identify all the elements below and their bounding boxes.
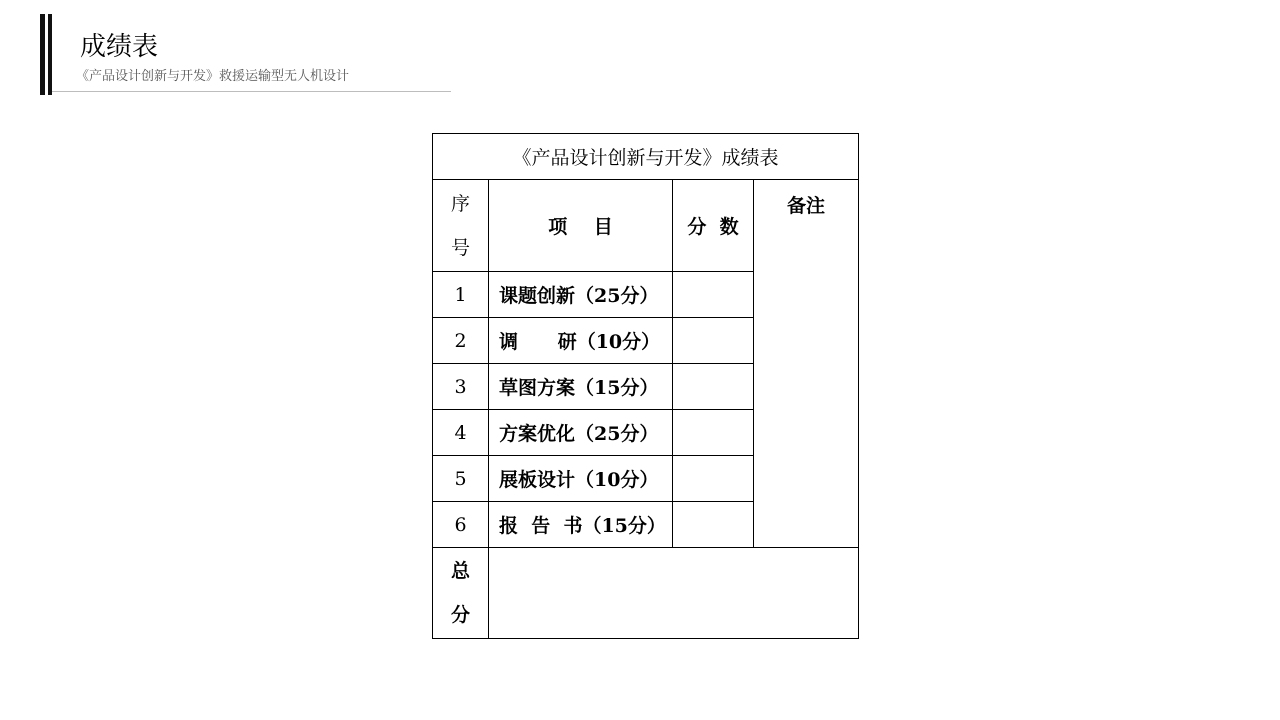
row-score-cell[interactable] — [673, 502, 754, 548]
column-header-no-line1: 序 — [450, 192, 470, 215]
row-number: 1 — [433, 272, 489, 318]
table-caption: 《产品设计创新与开发》成绩表 — [433, 134, 859, 180]
row-item: 课题创新（25分） — [489, 272, 673, 318]
row-number: 6 — [433, 502, 489, 548]
row-number: 2 — [433, 318, 489, 364]
row-item: 报 告 书（15分） — [489, 502, 673, 548]
title-accent-bar — [40, 14, 45, 95]
column-header-item: 项 目 — [489, 180, 673, 272]
table-header-row — [433, 180, 859, 272]
row-number: 3 — [433, 364, 489, 410]
column-header-no — [433, 180, 489, 272]
row-number: 4 — [433, 410, 489, 456]
row-item: 展板设计（10分） — [489, 456, 673, 502]
row-item: 方案优化（25分） — [489, 410, 673, 456]
page-subtitle: 《产品设计创新与开发》救援运输型无人机设计 — [76, 69, 350, 84]
row-score-cell[interactable] — [673, 318, 754, 364]
row-score-cell[interactable] — [673, 410, 754, 456]
column-header-no-line2: 号 — [450, 236, 470, 259]
total-label — [433, 548, 489, 639]
total-label-line1: 总 — [450, 560, 470, 582]
total-label-line2: 分 — [450, 604, 470, 626]
row-item: 调 研（10分） — [489, 318, 673, 364]
title-accent-bar-thin — [48, 14, 52, 95]
row-score-cell[interactable] — [673, 456, 754, 502]
total-row — [433, 548, 859, 639]
page-title: 成绩表 — [80, 32, 159, 62]
row-item: 草图方案（15分） — [489, 364, 673, 410]
header-divider — [52, 91, 451, 92]
total-value-cell[interactable] — [489, 548, 859, 639]
row-score-cell[interactable] — [673, 272, 754, 318]
row-score-cell[interactable] — [673, 364, 754, 410]
table-caption-row — [433, 134, 859, 180]
row-number: 5 — [433, 456, 489, 502]
remarks-column: 备注 — [754, 180, 859, 548]
grade-table — [432, 133, 859, 639]
column-header-score: 分 数 — [673, 180, 754, 272]
